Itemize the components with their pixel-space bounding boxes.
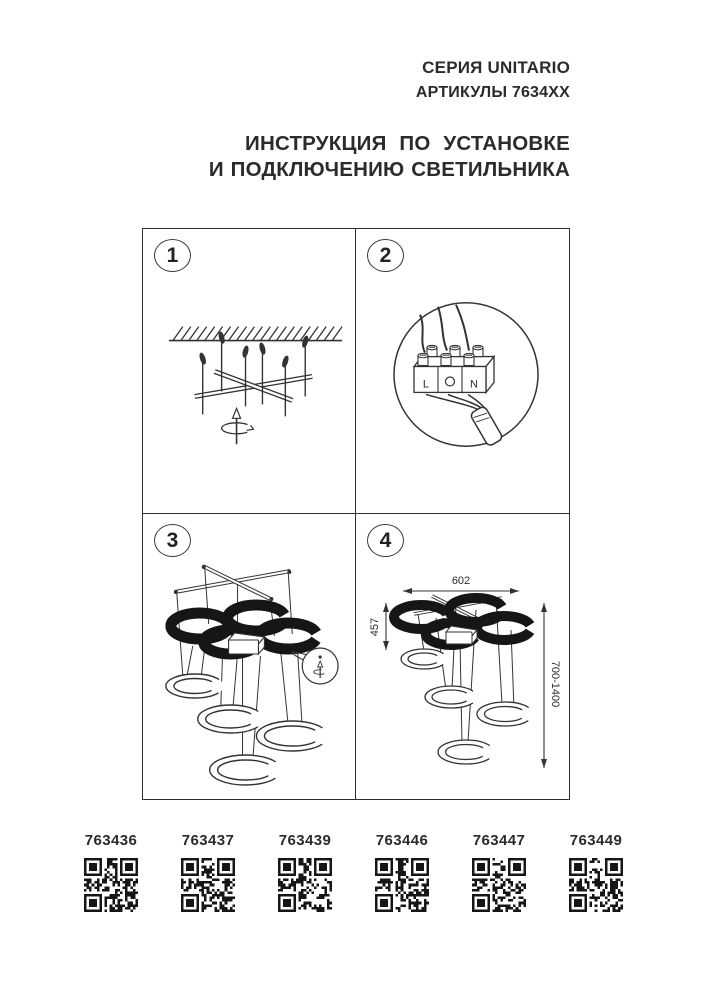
- qr-code: [375, 858, 429, 912]
- dim-height-label: 700-1400: [549, 660, 561, 708]
- article-code: 763446: [375, 832, 429, 849]
- terminal-screws-back: [427, 345, 483, 356]
- dim-depth-label: 457: [369, 617, 381, 637]
- step-2-number: 2: [367, 239, 404, 272]
- driver-box: [229, 633, 265, 654]
- step-1-number: 1: [154, 239, 191, 272]
- step-3-cell: [143, 514, 356, 799]
- article-column: [276, 831, 334, 912]
- step-3-number: 3: [154, 524, 191, 557]
- article-qr-row: [0, 831, 707, 912]
- lower-ring-tiers: [166, 674, 328, 785]
- article-column: [82, 831, 140, 912]
- article-code: 763437: [181, 832, 235, 849]
- article-column: [470, 831, 528, 912]
- article-code: 763447: [472, 832, 526, 849]
- push-and-turn-arrow-icon: [222, 408, 254, 444]
- dim-width-label: 602: [451, 575, 471, 587]
- qr-code: [181, 858, 235, 912]
- series-name: СЕРИЯ UNITARIO: [422, 58, 570, 77]
- article-column: [373, 831, 431, 912]
- step-4-number: 4: [367, 524, 404, 557]
- page-title: [209, 131, 570, 183]
- qr-code: [569, 858, 623, 912]
- article-code: 763439: [278, 832, 332, 849]
- step-grid: [142, 228, 570, 800]
- terminal-screws-front: [418, 353, 474, 365]
- mounting-cross-bracket: [195, 371, 312, 400]
- step-4-cell: [356, 514, 569, 799]
- article-code: 763449: [569, 832, 623, 849]
- step-2-cell: [356, 229, 569, 514]
- dimension-width: [403, 575, 519, 594]
- page-title-line1: ИНСТРУКЦИЯ ПО УСТАНОВКЕ: [245, 132, 570, 155]
- step-1-cell: [143, 229, 356, 514]
- page-title-line2: И ПОДКЛЮЧЕНИЮ СВЕТИЛЬНИКА: [208, 158, 570, 181]
- ceiling-hatch: [169, 327, 342, 341]
- qr-code: [278, 858, 332, 912]
- dimension-height: [541, 603, 561, 768]
- qr-code: [84, 858, 138, 912]
- article-column: [567, 831, 625, 912]
- article-code: 763436: [84, 832, 138, 849]
- qr-code: [472, 858, 526, 912]
- article-column: [179, 831, 237, 912]
- terminal-label-neutral: N: [470, 378, 478, 391]
- ceiling-cross-bracket: [174, 565, 291, 601]
- lower-ring-tiers: [401, 649, 533, 764]
- terminal-label-live: L: [422, 378, 430, 391]
- header: [416, 54, 570, 105]
- articles-line: АРТИКУЛЫ 7634ХХ: [415, 84, 570, 101]
- dimension-depth: [369, 603, 389, 650]
